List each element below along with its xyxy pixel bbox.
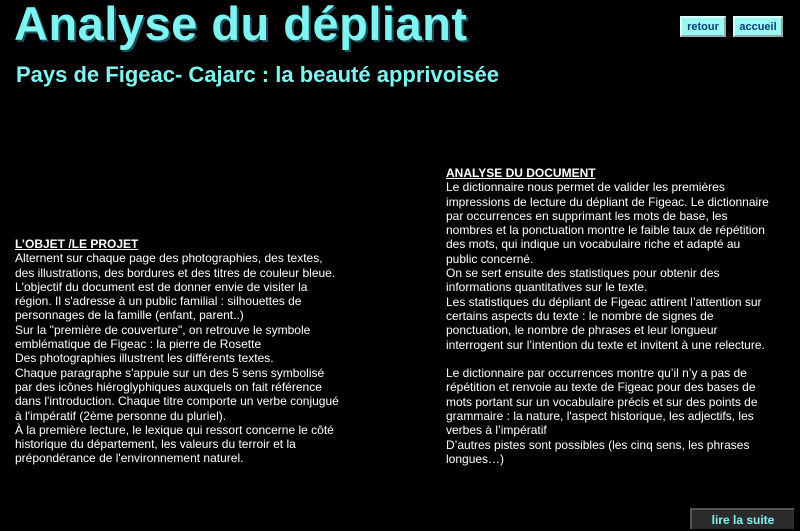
text-line: Le dictionnaire nous permet de valider les premières — [446, 180, 725, 195]
text-line: historique du département, les valeurs du terroir et la — [15, 437, 296, 452]
text-line: public concerné. — [446, 251, 534, 266]
text-line: À la première lecture, le lexique qui ressort concerne le côté — [15, 422, 334, 437]
text-line: L'objectif du document est de donner envie de visiter la — [15, 279, 308, 294]
page-title: Analyse du dépliant — [14, 0, 468, 50]
paragraph-gap — [446, 352, 786, 366]
text-line: certains aspects du texte : le nombre de signes de — [446, 308, 714, 323]
text-line: verbes à l’impératif — [446, 423, 547, 438]
text-line: des illustrations, des bordures et des titres de couleur bleue. — [15, 265, 336, 280]
text-line: à l'impératif (2ème personne du pluriel). — [15, 408, 227, 423]
text-line: dans l'introduction. Chaque titre comporte un verbe conjugué — [15, 394, 339, 409]
lire-la-suite-button[interactable]: lire la suite — [690, 508, 794, 529]
text-line: Alternent sur chaque page des photographies, des textes, — [15, 251, 323, 266]
text-line: longues…) — [446, 451, 505, 466]
text-line: informations quantitatives sur le texte. — [446, 280, 648, 295]
text-line: ponctuation, le nombre de phrases et leur longueur — [446, 323, 718, 338]
text-line: par des icônes hiéroglyphiques auxquels on fait référence — [15, 379, 322, 394]
text-line: grammaire : la nature, l'aspect historique, les adjectifs, les — [446, 409, 754, 424]
text-line: des mots, qui indique un vocabulaire riche et adapté au — [446, 237, 741, 252]
text-line: Sur la "première de couverture", on retrouve le symbole — [15, 322, 311, 337]
page-subtitle: Pays de Figeac- Cajarc : la beauté apprivoisée — [16, 62, 499, 87]
text-line: D’autres pistes sont possibles (les cinq sens, les phrases — [446, 437, 750, 452]
text-line: prépondérance de l'environnement naturel. — [15, 451, 244, 466]
analyse-document-heading: ANALYSE DU DOCUMENT — [446, 166, 596, 180]
objet-projet-section — [15, 237, 395, 466]
text-line: Le dictionnaire par occurrences montre qu’il n’y a pas de — [446, 366, 747, 381]
text-line: nombres et la ponctuation montre le faible taux de répétition — [446, 223, 765, 238]
retour-button[interactable]: retour — [680, 16, 726, 37]
text-line: interrogent sur l’intention du texte et invitent à une relecture. — [446, 337, 765, 352]
analyse-document-section — [446, 166, 786, 466]
text-line: personnages de la famille (enfant, parent..) — [15, 308, 244, 323]
objet-projet-heading: L’OBJET /LE PROJET — [15, 237, 139, 251]
text-line: Les statistiques du dépliant de Figeac attirent l’attention sur — [446, 294, 762, 309]
accueil-button[interactable]: accueil — [733, 16, 783, 37]
text-line: région. Il s'adresse à un public familial : silhouettes de — [15, 294, 302, 309]
text-line: répétition et renvoie au texte de Figeac pour des bases de — [446, 380, 756, 395]
text-line: impressions de lecture du dépliant de Figeac. Le dictionnaire — [446, 194, 769, 209]
text-line: Chaque paragraphe s'appuie sur un des 5 sens symbolisé — [15, 365, 325, 380]
text-line: emblématique de Figeac : la pierre de Rosette — [15, 337, 262, 352]
text-line: On se sert ensuite des statistiques pour obtenir des — [446, 266, 720, 281]
text-line: Des photographies illustrent les différents textes. — [15, 351, 274, 366]
text-line: mots portant sur un vocabulaire précis et sur des points de — [446, 394, 758, 409]
text-line: par occurrences en supprimant les mots de base, les — [446, 208, 728, 223]
